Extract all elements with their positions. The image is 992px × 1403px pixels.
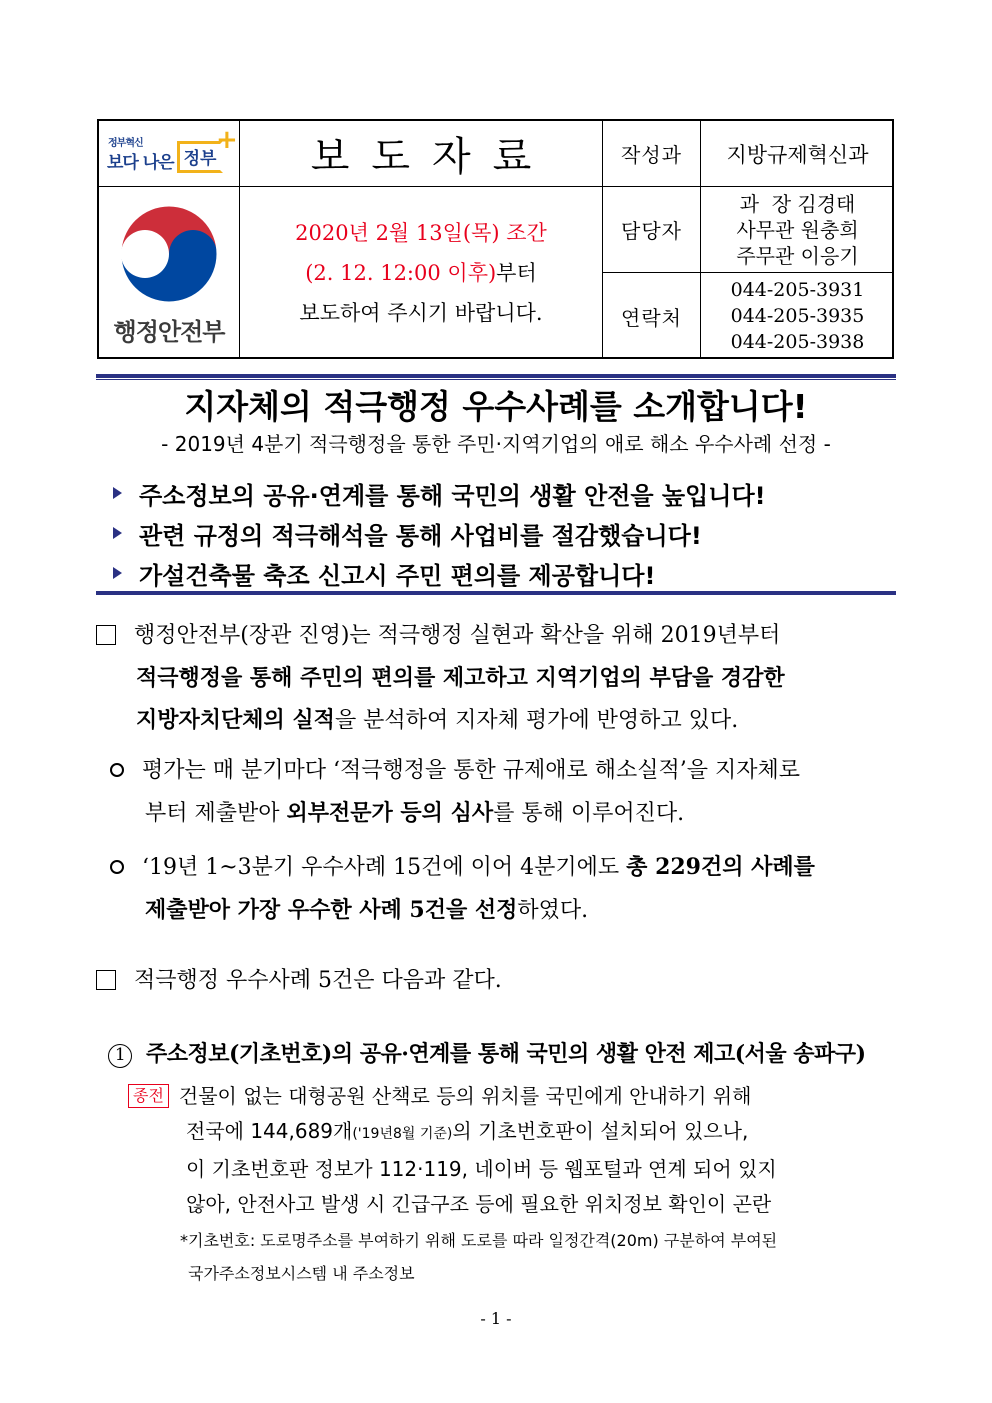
contact-list bbox=[701, 273, 894, 359]
author-label: 작성과 bbox=[621, 143, 682, 167]
embargo-time: (2. 12. 12:00 이후) bbox=[305, 261, 497, 285]
page-number: - 1 - bbox=[480, 1309, 512, 1328]
line-text: 행정안전부(장관 진영)는 적극행정 실현과 확산을 위해 2019년부터 bbox=[134, 623, 781, 648]
line-text: 건물이 없는 대형공원 산책로 등의 위치를 국민에게 안내하기 위해 bbox=[178, 1084, 752, 1108]
document-title: 보도자료 bbox=[310, 134, 554, 180]
phone-number: 044-205-3938 bbox=[730, 331, 865, 353]
bullet-text: 주소정보의 공유·연계를 통해 국민의 생활 안전을 높입니다! bbox=[139, 481, 766, 510]
small-text: ('19년8월 기준) bbox=[352, 1126, 453, 1142]
embargo-request: 보도하여 주시기 바랍니다. bbox=[299, 301, 543, 325]
triangle-bullet-icon bbox=[113, 487, 122, 499]
line-text: 평가는 매 분기마다 ‘적극행정을 통한 규제애로 해소실적’을 지자체로 bbox=[142, 758, 800, 783]
square-bullet-icon bbox=[96, 625, 116, 645]
line-text: 의 기초번호판이 설치되어 있으나, bbox=[452, 1119, 749, 1143]
headline-bullet bbox=[110, 473, 900, 513]
paragraph-line bbox=[110, 750, 800, 792]
ministry-logo bbox=[99, 187, 239, 359]
embargo-time-tail: 부터 bbox=[496, 261, 537, 285]
embargo-notice bbox=[240, 187, 602, 359]
previous-status-badge: 종전 bbox=[128, 1084, 169, 1108]
press-release-header-table bbox=[97, 119, 894, 359]
line-text: 적극행정 우수사례 5건은 다음과 같다. bbox=[134, 968, 502, 993]
embargo-time-line bbox=[305, 253, 537, 293]
circled-number-icon: 1 bbox=[108, 1044, 132, 1068]
sub-point-1 bbox=[110, 750, 800, 835]
square-bullet-icon bbox=[96, 970, 116, 990]
case-line bbox=[128, 1114, 777, 1152]
taegeuk-emblem-icon bbox=[119, 204, 219, 304]
paragraph-line bbox=[110, 792, 800, 835]
phone-number: 044-205-3935 bbox=[730, 305, 865, 327]
paragraph-line: 적극행정을 통해 주민의 편의를 제고하고 지역기업의 부담을 경감한 bbox=[136, 665, 785, 691]
triangle-bullet-icon bbox=[113, 527, 122, 539]
headline-bullet bbox=[110, 513, 900, 553]
case-line: 이 기초번호판 정보가 112·119, 네이버 등 웹포털과 연계 되어 있지 bbox=[186, 1157, 777, 1181]
bullet-text: 가설건축물 축조 신고시 주민 편의를 제공합니다! bbox=[139, 561, 656, 590]
bullet-text: 관련 규정의 적극해석을 통해 사업비를 절감했습니다! bbox=[139, 521, 702, 550]
circle-bullet-icon bbox=[110, 860, 124, 874]
headline-bullets bbox=[110, 473, 900, 593]
bold-text: 외부전문가 등의 심사 bbox=[286, 800, 494, 826]
manager-name: 사무관 원충희 bbox=[736, 217, 859, 242]
logo-big-text: 보다 나은 bbox=[107, 152, 174, 173]
plus-icon: + bbox=[216, 124, 238, 155]
case-title-text: 주소정보(기초번호)의 공유·연계를 통해 국민의 생활 안전 제고(서울 송파구) bbox=[146, 1041, 866, 1067]
embargo-date: 2020년 2월 13일(목) 조간 bbox=[295, 221, 547, 245]
logo-box-text: 정부 bbox=[177, 141, 223, 173]
paragraph-line bbox=[96, 699, 785, 742]
paragraph-line bbox=[110, 889, 815, 932]
logo-small-text: 정부혁신 bbox=[108, 137, 143, 149]
bold-text: 제출받아 가장 우수한 사례 5건을 선정 bbox=[145, 897, 518, 923]
line-text: 을 분석하여 지자체 평가에 반영하고 있다. bbox=[334, 708, 739, 733]
contact-label: 연락처 bbox=[621, 305, 682, 330]
paragraph-2 bbox=[96, 960, 502, 1002]
sub-point-2 bbox=[110, 846, 815, 932]
footnote bbox=[180, 1224, 777, 1290]
ministry-name: 행정안전부 bbox=[113, 317, 225, 346]
author-value: 지방규제혁신과 bbox=[726, 142, 869, 167]
headline-bottom-rule bbox=[96, 591, 896, 595]
government-innovation-logo bbox=[99, 121, 239, 186]
headline-title: 지자체의 적극행정 우수사례를 소개합니다! bbox=[184, 387, 808, 426]
triangle-bullet-icon bbox=[113, 567, 122, 579]
manager-name: 과 장 김경태 bbox=[739, 191, 856, 216]
paragraph-line bbox=[96, 615, 785, 657]
headline-top-rule-thin bbox=[96, 379, 896, 380]
headline-top-rule bbox=[96, 374, 896, 378]
headline-bullet bbox=[110, 553, 900, 593]
bold-text: 총 229건의 사례를 bbox=[626, 854, 815, 880]
manager-list bbox=[701, 187, 894, 272]
circle-bullet-icon bbox=[110, 763, 124, 777]
headline-subtitle: - 2019년 4분기 적극행정을 통한 주민·지역기업의 애로 해소 우수사례 선정 - bbox=[161, 432, 831, 456]
paragraph-line bbox=[110, 846, 815, 889]
line-text: 부터 제출받아 bbox=[145, 801, 287, 826]
bold-text: 지방자치단체의 실적 bbox=[136, 707, 335, 733]
phone-number: 044-205-3931 bbox=[730, 279, 865, 301]
line-text: 하였다. bbox=[517, 898, 589, 923]
line-text: 를 통해 이루어진다. bbox=[493, 801, 685, 826]
manager-name: 주무관 이응기 bbox=[736, 243, 859, 268]
case-line bbox=[128, 1079, 777, 1114]
case-line: 않아, 안전사고 발생 시 긴급구조 등에 필요한 위치정보 확인이 곤란 bbox=[186, 1192, 772, 1216]
footnote-line: *기초번호: 도로명주소를 부여하기 위해 도로를 따라 일정간격(20m) 구분하여 부여된 bbox=[180, 1231, 778, 1250]
case-1-title bbox=[108, 1037, 865, 1068]
paragraph-1 bbox=[96, 615, 785, 742]
line-text: 전국에 144,689개 bbox=[186, 1119, 353, 1143]
footnote-line: 국가주소정보시스템 내 주소정보 bbox=[188, 1264, 415, 1283]
manager-label: 담당자 bbox=[621, 219, 682, 243]
line-text: ‘19년 1~3분기 우수사례 15건에 이어 4분기에도 bbox=[142, 855, 627, 880]
case-1-body bbox=[128, 1079, 777, 1222]
